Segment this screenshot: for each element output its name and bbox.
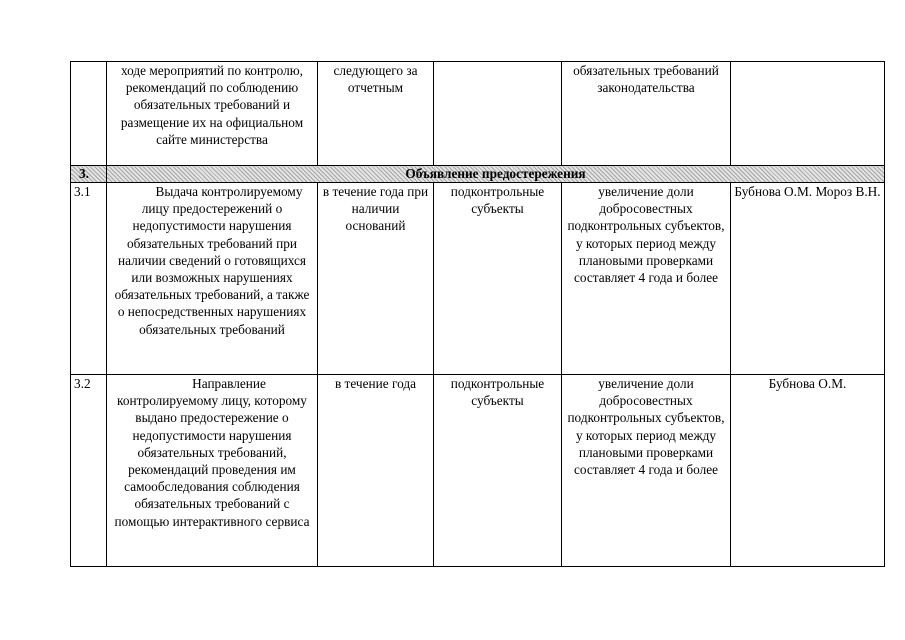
cell-subjects: подконтрольные субъекты bbox=[434, 375, 562, 567]
cell-action: Выдача контролируемому лицу предостережений о недопустимости нарушения обязательных требований при наличии сведений о готовящихся или возможных нарушениях обязательных требований, а также о непосредственных нарушениях обязательных требований bbox=[107, 183, 318, 375]
cell-responsible bbox=[731, 62, 885, 166]
cell-subjects bbox=[434, 62, 562, 166]
cell-deadline: следующего за отчетным bbox=[318, 62, 434, 166]
cell-action: ходе мероприятий по контролю, рекомендаций по соблюдению обязательных требований и размещение их на официальном сайте министерства bbox=[107, 62, 318, 166]
table-row-3-2 bbox=[71, 375, 885, 567]
cell-deadline: в течение года при наличии оснований bbox=[318, 183, 434, 375]
cell-responsible: Бубнова О.М. Мороз В.Н. bbox=[731, 183, 885, 375]
cell-result: увеличение доли добросовестных подконтрольных субъектов, у которых период между плановыми проверками составляет 4 года и более bbox=[562, 183, 731, 375]
measures-table bbox=[70, 61, 885, 567]
section-header-row bbox=[71, 166, 885, 183]
table-row-continuation bbox=[71, 62, 885, 166]
cell-num: 3.2 bbox=[71, 375, 107, 567]
cell-num bbox=[71, 62, 107, 166]
table-row-3-1 bbox=[71, 183, 885, 375]
cell-deadline: в течение года bbox=[318, 375, 434, 567]
cell-action: Направление контролируемому лицу, которому выдано предостережение о недопустимости нарушения обязательных требований, рекомендаций проведения им самообследования соблюдения обязательных требований с помощью интерактивного сервиса bbox=[107, 375, 318, 567]
section-title: Объявление предостережения bbox=[107, 166, 885, 183]
cell-num: 3.1 bbox=[71, 183, 107, 375]
section-number: 3. bbox=[71, 166, 107, 183]
cell-result: обязательных требований законодательства bbox=[562, 62, 731, 166]
cell-responsible: Бубнова О.М. bbox=[731, 375, 885, 567]
cell-result: увеличение доли добросовестных подконтрольных субъектов, у которых период между плановыми проверками составляет 4 года и более bbox=[562, 375, 731, 567]
cell-subjects: подконтрольные субъекты bbox=[434, 183, 562, 375]
